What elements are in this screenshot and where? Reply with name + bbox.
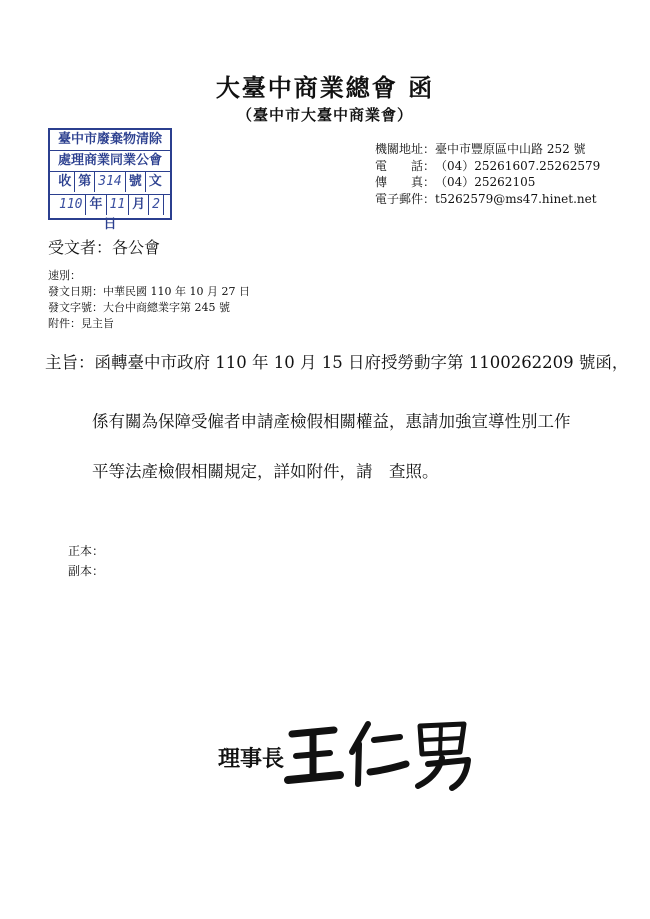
phone-label: 電 話：	[375, 158, 436, 173]
contact-email	[375, 191, 600, 208]
stamp-line-2: 處理商業同業公會	[50, 151, 170, 172]
email-label: 電子郵件：	[375, 191, 436, 206]
stamp-date-char: 年	[86, 195, 106, 215]
stamp-receipt-number	[50, 172, 170, 195]
stamp-date-char: 月	[129, 195, 149, 215]
issue-number-line: 發文字號：大台中商總業字第 245 號	[48, 301, 230, 314]
speed-line: 速別：	[48, 269, 81, 282]
address-value: 臺中市豐原區中山路 252 號	[435, 142, 586, 156]
stamp-date-year: 110	[56, 195, 86, 215]
receipt-stamp	[48, 128, 172, 232]
address-label: 機關地址：	[375, 142, 436, 156]
stamp-receipt-char: 收	[55, 172, 75, 192]
recipient-line: 受文者：各公會	[48, 238, 161, 257]
subject-line-1: 主旨：函轉臺中市政府 110 年 10 月 15 日府授勞動字第 1100262209 號函，	[45, 353, 629, 372]
document-title: 大臺中商業總會 函	[215, 73, 435, 102]
email-value: t5262579@ms47.hinet.net	[435, 191, 597, 206]
stamp-receipt-date	[50, 195, 170, 232]
subject-line-3: 平等法產檢假相關規定，詳如附件，請 查照。	[92, 462, 439, 481]
stamp-line-1: 臺中市廢棄物清除	[50, 130, 170, 151]
distribution-block	[68, 541, 104, 581]
stamp-receipt-char: 號	[126, 172, 146, 192]
attachment-line: 附件：見主旨	[48, 317, 114, 330]
issue-date-line: 發文日期：中華民國 110 年 10 月 27 日	[48, 285, 250, 298]
document-meta	[48, 268, 250, 332]
phone-value: （04）25261607.25262579	[435, 158, 601, 173]
fax-label: 傳 真：	[375, 175, 436, 189]
handwritten-signature	[282, 712, 474, 796]
contact-block	[375, 141, 600, 207]
stamp-date-day: 2	[149, 195, 164, 215]
fax-value: （04）25262105	[435, 175, 536, 189]
subject-line-2: 係有關為保障受僱者申請產檢假相關權益，惠請加強宣導性別工作	[92, 412, 571, 431]
contact-address	[375, 141, 600, 158]
copy-recipient-line: 副本：	[68, 564, 105, 578]
chairman-title: 理事長	[218, 746, 285, 772]
contact-fax	[375, 174, 600, 191]
stamp-receipt-char: 文	[148, 174, 162, 189]
document-subtitle: （臺中市大臺中商業會）	[236, 106, 413, 124]
original-recipient-line: 正本：	[68, 544, 105, 558]
stamp-receipt-value: 314	[95, 172, 125, 192]
stamp-date-char: 日	[103, 217, 117, 232]
stamp-date-month: 11	[107, 195, 130, 215]
contact-phone	[375, 158, 600, 175]
stamp-receipt-char: 第	[75, 172, 95, 192]
